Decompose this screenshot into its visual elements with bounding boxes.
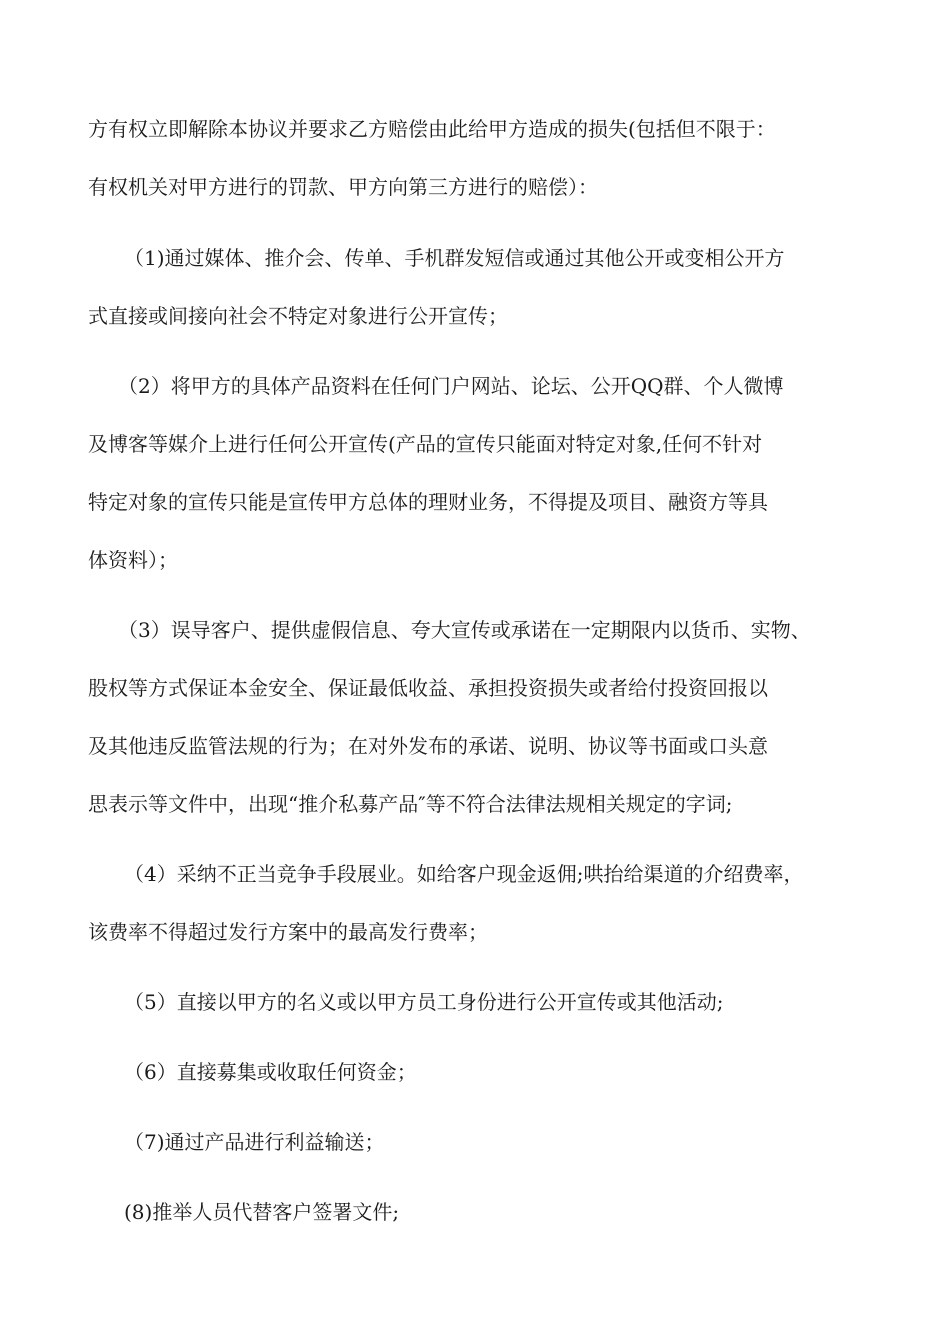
text-line: 思表示等文件中，出现“推介私募产品″等不符合法律法规相关规定的字词; — [88, 792, 733, 816]
text-line: （7)通过产品进行利益输送； — [124, 1130, 385, 1154]
text-line: 特定对象的宣传只能是宣传甲方总体的理财业务，不得提及项目、融资方等具 — [88, 490, 768, 514]
text-line: （2）将甲方的具体产品资料在任何门户网站、论坛、公开QQ群、个人微博 — [118, 374, 784, 398]
text-line: （6）直接募集或收取任何资金； — [124, 1060, 417, 1084]
text-line: （3）误导客户、提供虚假信息、夸大宣传或承诺在一定期限内以货币、实物、 — [118, 618, 811, 642]
text-line: 方有权立即解除本协议并要求乙方赔偿由此给甲方造成的损失(包括但不限于： — [88, 117, 776, 141]
text-line: 及其他违反监管法规的行为；在对外发布的承诺、说明、协议等书面或口头意 — [88, 734, 768, 758]
text-line: 式直接或间接向社会不特定对象进行公开宣传； — [88, 304, 508, 328]
text-line: 及博客等媒介上进行任何公开宣传(产品的宣传只能面对特定对象,任何不针对 — [88, 432, 763, 456]
text-line: 有权机关对甲方进行的罚款、甲方向第三方进行的赔偿）： — [88, 175, 598, 199]
text-line: 体资料）； — [88, 548, 178, 572]
text-line: （4）采纳不正当竞争手段展业。如给客户现金返佣;哄抬给渠道的介绍费率， — [124, 862, 804, 886]
text-line: (8)推举人员代替客户签署文件; — [124, 1200, 400, 1224]
text-line: 股权等方式保证本金安全、保证最低收益、承担投资损失或者给付投资回报以 — [88, 676, 768, 700]
text-line: （5）直接以甲方的名义或以甲方员工身份进行公开宣传或其他活动; — [124, 990, 724, 1014]
text-line: （1)通过媒体、推介会、传单、手机群发短信或通过其他公开或变相公开方 — [124, 246, 785, 270]
text-line: 该费率不得超过发行方案中的最高发行费率； — [88, 920, 488, 944]
